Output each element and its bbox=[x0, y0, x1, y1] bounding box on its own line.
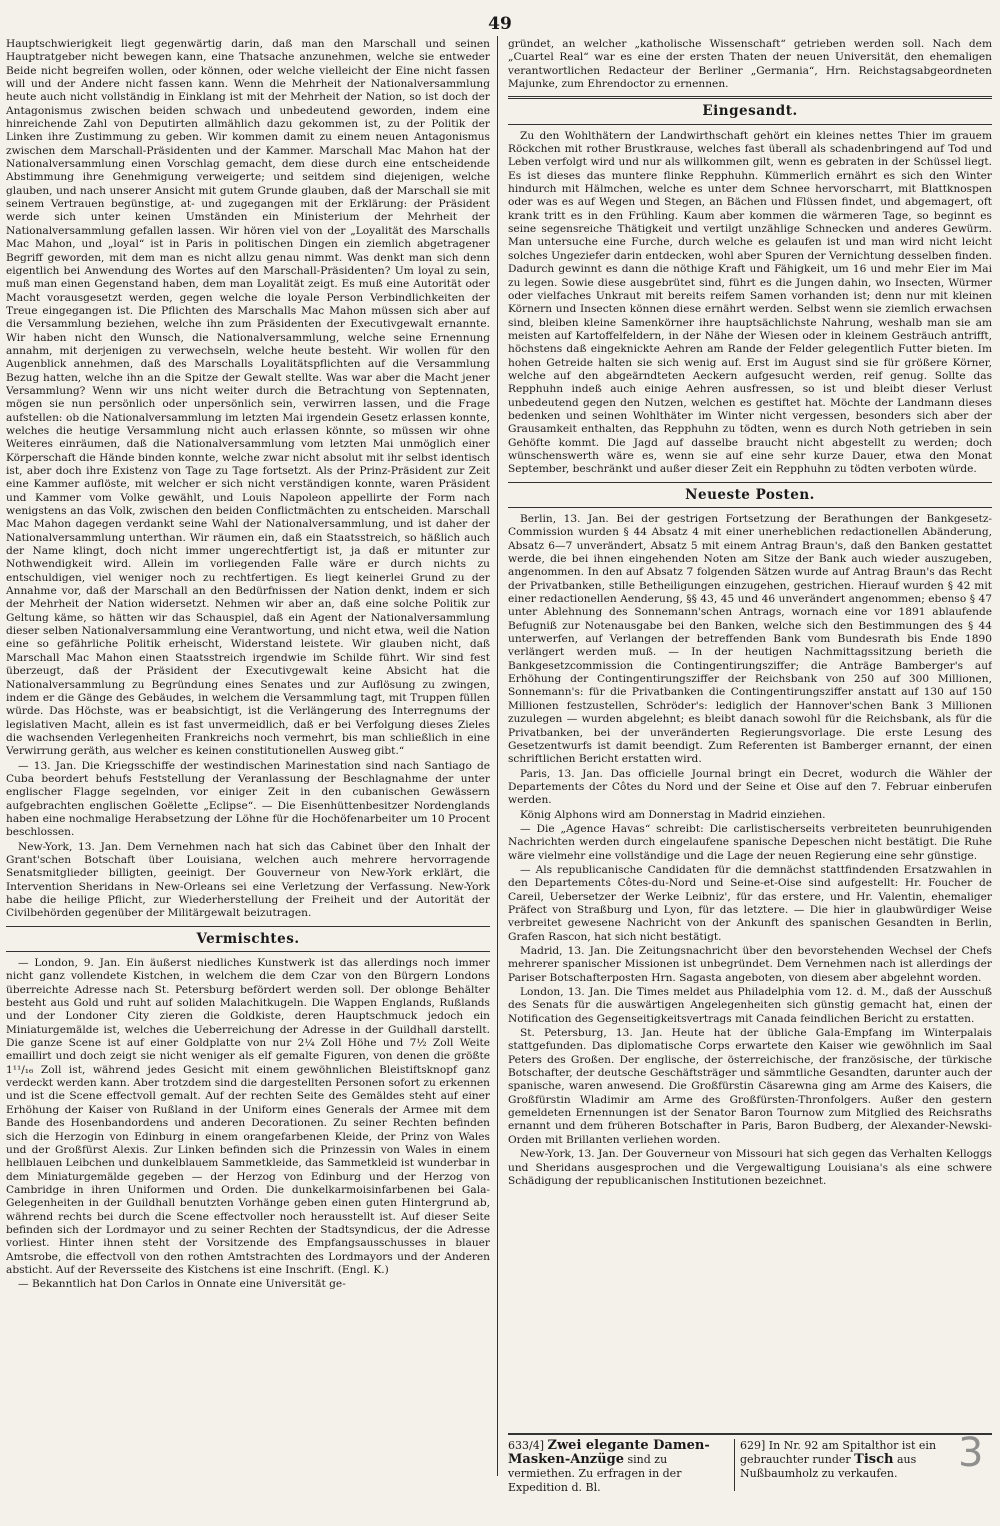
ad-divider bbox=[734, 1439, 735, 1491]
posten-item-agence-havas: — Die „Agence Havas“ schreibt: Die carlistischerseits verbreiteten beunruhigenden Nachrichten werden durch eingelaufene spanische Depeschen nicht bestätigt. Die Ruhe wäre vielmehr eine vollständige und die Lage der neuen Regierung eine sehr günstige. bbox=[508, 822, 992, 862]
posten-item-st-petersburg: St. Petersburg, 13. Jan. Heute hat der übliche Gala-Empfang im Winterpalais stattgefunden. Das diplomatische Corps erwartete den Kaiser wie gewöhnlich im Saal Peters des Großen. Der englische, der österreichische, der französische, der türkische Botschafter, der deutsche Geschäftsträger und sämmtliche Gesandten, darunter auch der spanische, waren anwesend. Die Großfürstin Cäsarewna ging am Arme des Kaisers, die Großfürstin Wladimir am Arme des Großfürsten-Thronfolgers. Außer den gestern gemeldeten Ernennungen ist der Senator Baron Tournow zum Mitglied des Reichsraths ernannt und dem früheren Botschafter in Paris, Baron Budberg, der Alexander-Newski-Orden mit Brillanten verliehen worden. bbox=[508, 1027, 992, 1146]
ad-masken-anzuege bbox=[508, 1439, 728, 1495]
handwritten-margin-mark: 3 bbox=[958, 1430, 984, 1476]
section-divider bbox=[508, 96, 992, 99]
ad-number: 629] bbox=[740, 1439, 766, 1452]
article-continuation: gründet, an welcher „katholische Wissenschaft“ getrieben werden soll. Nach dem „Cuartel Real“ war es eine der ersten Thaten der neuen Universität, den ehemaligen verantwortlichen Redacteur der Berliner „Germania“, Hrn. Reichstagsabgeordneten Majunke, zum Ehrendoctor zu ernennen. bbox=[508, 38, 992, 91]
section-divider bbox=[508, 507, 992, 508]
left-column bbox=[6, 38, 490, 1488]
section-divider bbox=[6, 926, 490, 927]
ad-number: 633/4] bbox=[508, 1439, 544, 1452]
vermischtes-item-don-carlos: — Bekanntlich hat Don Carlos in Onnate eine Universität ge- bbox=[18, 1278, 346, 1291]
ad-title: Zwei elegante Damen-Masken-Anzüge bbox=[508, 1438, 710, 1467]
vermischtes-item-london: — London, 9. Jan. Ein äußerst niedliches Kunstwerk ist das allerdings noch immer nicht ganz vollendete Kistchen, in welchem die dem Czar von den Bürgern Londons überreichte Adresse nach St. Petersburg befördert werden soll. Der oblonge Behälter besteht aus Gold und ruht auf soliden Malachitkugeln. Die Wappen Englands, Rußlands und der Londoner City zieren die Goldkiste, deren Hauptschmuck jedoch ein Miniaturgemälde ist, welches die Ueberreichung der Adresse in der Guildhall darstellt. Die ganze Scene ist auf einer Goldplatte von nur 2¼ Zoll Höhe und 7½ Zoll Weite emaillirt und doch zeigt sie nicht weniger als elf gemalte Figuren, von denen die größte 1¹¹/₁₆ Zoll ist, während jedes Gesicht mit einem gewöhnlichen Bleistiftsknopf ganz verdeckt werden kann. Aber trotzdem sind die dargestellten Personen sofort zu erkennen und ist die Scene effectvoll gemalt. Auf der rechten Seite des Gemäldes steht auf einer Erhöhung der Kaiser von Rußland in der Uniform eines Generals der Armee mit dem Bande des Hosenbandordens und anderen Decorationen. Zu seiner Rechten befinden sich die Herzogin von Edinburg in einem orangefarbenen Kleide, der Prinz von Wales und der Großfürst Alexis. Zur Linken befinden sich die Prinzessin von Wales in einem hellblauen Leibchen und dunkelblauem Sammetkleide, das Sammetkleid ist wunderbar in dem Miniaturgemälde gegeben — der Herzog von Edinburg und der Herzog von Cambridge in ihren Uniformen und Orden. Die dunkelkarmoisinfarbenen bei Gala-Gelegenheiten in der Guildhall benutzten Vorhänge geben einen guten Hintergrund ab, während rechts bei durch die Scene effectvoller noch herausstellt ist. Auf dieser Seite befinden sich der Lordmayor und zu seiner Rechten der Stadtsyndicus, der die Adresse vorliest. Hinter ihnen steht der Vorsitzende des Empfangsausschusses in blauer Amtsrobe, die effectvoll von den rothen Amtstrachten des Lordmayors und der Anderen absticht. Auf der Reversseite des Kistchens ist eine Inschrift. (Engl. K.) bbox=[6, 957, 490, 1276]
news-item-kriegsschiffe: — 13. Jan. Die Kriegsschiffe der westindischen Marinestation sind nach Santiago de Cuba beordert behufs Feststellung der Veranlassung der Beschlagnahme der unter englischer Flagge segelnden, vor einiger Zeit in den cubanischen Gewässern aufgebrachten englischen Goëlette „Eclipse“. — Die Eisenhüttenbesitzer Nordenglands haben eine nochmalige Herabsetzung der Löhne für die Hochöfenarbeiter um 10 Procent beschlossen. bbox=[6, 759, 490, 839]
posten-item-london: London, 13. Jan. Die Times meldet aus Philadelphia vom 12. d. M., daß der Ausschuß des Senats für die auswärtigen Angelegenheiten sich günstig gemacht hat, einen der Notification des Gegenseitigkeitsvertrags mit Canada feindlichen Bericht zu erstatten. bbox=[508, 986, 992, 1025]
ad-text: In Nr. 92 am Spitalthor ist ein gebrauchter runder bbox=[740, 1439, 937, 1466]
classified-ads bbox=[508, 1433, 992, 1497]
posten-item-paris: Paris, 13. Jan. Das officielle Journal bringt ein Decret, wodurch die Wähler der Departements der Côtes du Nord und der Seine et Oise auf den 7. Februar einberufen werden. bbox=[508, 767, 992, 807]
page-number: 49 bbox=[488, 14, 512, 34]
section-heading-vermischtes: Vermischtes. bbox=[196, 930, 300, 947]
column-rule bbox=[497, 36, 498, 1476]
section-heading-neueste-posten: Neueste Posten. bbox=[685, 486, 815, 503]
section-divider bbox=[508, 482, 992, 483]
posten-item-koenig-alphons: König Alphons wird am Donnerstag in Madrid einziehen. bbox=[520, 808, 826, 821]
posten-item-berlin: Berlin, 13. Jan. Bei der gestrigen Fortsetzung der Berathungen der Bankgesetz-Commission wurden § 44 Absatz 4 mit einer unerheblichen redactionellen Abänderung, Absatz 6—7 unverändert, Absatz 5 mit einem Antrag Braun's, daß den Banken gestattet werde, die bei ihnen eingehenden Noten am Sitze der Bank auch wieder auszugeben, angenommen. In den auf Absatz 7 folgenden Sätzen wurde auf Antrag Braun's das Recht der Privatbanken, stille Betheiligungen einzugehen, gestrichen. Hierauf wurden § 42 mit einer redactionellen Aenderung, §§ 43, 45 und 46 unverändert angenommen; ebenso § 47 unter Ablehnung des Sonnemann'schen Antrags, wornach eine vor 1891 ablaufende Befugniß zur Notenausgabe bei den Banken, welche sich den Bestimmungen des § 44 unterwerfen, auf Verlangen der betreffenden Bank vom Bundesrath bis Ende 1890 verlängert werden muß. — In der heutigen Nachmittagssitzung berieth die Bankgesetzcommission die Contingentirungsziffer; die Anträge Bamberger's auf Erhöhung der Contingentirungsziffer der Reichsbank von 250 auf 300 Millionen, Sonnemann's: für die Privatbanken die Contingentirungsziffer anstatt auf 130 auf 150 Millionen festzustellen, Schröder's: lediglich der Hannover'schen Bank 3 Millionen zuzulegen — wurden abgelehnt; es bleibt danach sowohl für die Reichsbank, als für die Privatbanken, bei der unveränderten Regierungsvorlage. Die erste Lesung des Gesetzentwurfs ist damit beendigt. Zum Referenten ist Bamberger ernannt, der einen schriftlichen Bericht erstatten wird. bbox=[508, 513, 992, 766]
ad-tisch bbox=[740, 1439, 970, 1481]
eingesandt-text: Zu den Wohlthätern der Landwirthschaft gehört ein kleines nettes Thier im grauem Röckchen mit rother Brustkrause, welches fast überall als schadenbringend auf Tod und Leben verfolgt wird und nur als willkommen gilt, wenn es gebraten in der Schüssel liegt. Es ist dieses das muntere flinke Repphuhn. Kümmerlich ernährt es sich den Winter hindurch mit Hälmchen, welche es unter dem Schnee hervorscharrt, mit Blattknospen oder was es auf Wegen und Stegen, an Bächen und Flüssen findet, und abgemagert, oft krank tritt es in den Frühling. Kaum aber kommen die wärmeren Tage, so beginnt es seine segensreiche Thätigkeit und vertilgt unzählige Schnecken und anderes Gewürm. Man untersuche eine Furche, durch welche es gelaufen ist und man wird nicht leicht solches Ungeziefer darin entdecken, wohl aber Spuren der Vernichtung desselben finden. Dadurch gewinnt es dann die nöthige Kraft und Fähigkeit, um 16 und mehr Eier im Mai zu legen. Sowie diese ausgebrütet sind, führt es die Jungen dahin, wo Insecten, Würmer oder vielfaches Unkraut mit bereits reifem Samen vorhanden ist; denn nur mit kleinen Körnern und Insecten können diese ernährt werden. Selbst wenn sie ziemlich erwachsen sind, bleiben kleine Samenkörner ihre hauptsächlichste Nahrung, weshalb man sie am meisten auf Kartoffelfeldern, in der Nähe der Wiesen oder in kleinem Gesträuch antrifft, höchstens daß eingeknickte Aehren am Rande der Felder gelegentlich Futter bieten. Im hohen Getreide halten sie sich wenig auf. Erst im August sind sie für größere Körner, welche auf den abgeärndteten Aeckern aufgesucht werden, reif genug. Sollte das Repphuhn indeß auch einige Aehren ausfressen, so ist und bleibt dieser Verlust unbedeutend gegen den Nutzen, welchen es gestiftet hat. Möchte der Landmann dieses bedenken und seinen Wohlthäter im Winter nicht vergessen, besonders sich aber der Grausamkeit enthalten, das Repphuhn zu tödten, wenn es durch Noth getrieben in sein Gehöfte kommt. Die Jagd auf dasselbe braucht nicht abgestellt zu werden; doch wünschenswerth wäre es, wenn sie auf eine sehr kurze Dauer, etwa den Monat September, beschränkt und außer dieser Zeit ein Repphuhn zu tödten verboten würde. bbox=[508, 129, 992, 476]
posten-item-candidaten: — Als republicanische Candidaten für die demnächst stattfindenden Ersatzwahlen in den Departements Côtes-du-Nord und Seine-et-Oise sind aufgestellt: Hr. Foucher de Careil, Uebersetzer der Werke Leibniz', für das erstere, und Hr. Valentin, ehemaliger Präfect von Straßburg und Lyon, für das letztere. — Die hier in glaubwürdiger Weise verbreitet gewesene Nachricht von der Ankunft des spanischen Gesandten in Berlin, Grafen Rascon, hat sich nicht bestätigt. bbox=[508, 863, 992, 943]
right-column bbox=[508, 38, 992, 1418]
section-divider bbox=[6, 951, 490, 952]
article-paragraph: Hauptschwierigkeit liegt gegenwärtig darin, daß man den Marschall und seinen Hauptratgeber nicht bewegen kann, eine Thatsache anzunehmen, welche sie entweder Beide nicht begreifen wollen, oder können, oder welche vielleicht der Eine nicht fassen will und der Andere nicht fassen kann. Wenn die Mehrheit der Nationalversammlung heute auch nicht vollständig in Einklang ist mit der Mehrheit der Nation, so ist doch der Antagonismus zwischen beiden schwach und unbedeutend geworden, indem eine hinreichende Zahl von Deputirten allmählich dazu gekommen ist, zu der Politik der Linken ihre Zustimmung zu geben. Wir kommen damit zu einem neuen Antagonismus zwischen dem Marschall-Präsidenten und der Kammer. Marschall Mac Mahon hat der Nationalversammlung einen Vorschlag gemacht, dem diese durch eine entscheidende Abstimmung ihre Genehmigung verweigerte; und seitdem sind diejenigen, welche glauben, und nach unserer Ansicht mit gutem Grunde glauben, daß der Marschall sie mit seinem Vertrauen begünstige, at- und zugegangen mit der Erklärung: der Präsident werde sich unter keinen Umständen ein Ministerium der Mehrheit der Nationalversammlung gefallen lassen. Wir hören viel von der „Loyalität des Marschalls Mac Mahon, und „loyal“ ist in Paris in politischen Dingen ein ziemlich abgetragener Begriff geworden, mit dem man es nicht allzu genau nimmt. Was denkt man sich denn eigentlich bei Anwendung des Wortes auf den Marschall-Präsidenten? Um loyal zu sein, muß man einen Gegenstand haben, dem man Loyalität zeigt. Es muß eine Autorität oder Macht vorausgesetzt werden, gegen welche die loyale Person Verbindlichkeiten der Treue eingegangen ist. Die Pflichten des Marschalls Mac Mahon müssen sich aber auf die Versammlung beziehen, welche ihn zum Präsidenten der Executivgewalt ernannte. Wir haben nicht den Wunsch, die Nationalversammlung, welche seine Ernennung annahm, mit derjenigen zu verwechseln, welche heute besteht. Wir wollen für den Augenblick annehmen, daß des Marschalls Loyalitätspflichten auf die Versammlung Bezug hatten, welche ihn an die Spitze der Gewalt stellte. Was war aber die Macht jener Versammlung? Wenn wir uns nicht weiter durch die Betrachtung von Septennaten, mögen sie nun persönlich oder unpersönlich sein, verwirren lassen, und die Frage aufstellen: ob die Nationalversammlung im letzten Mai irgendein Gesetz erlassen konnte, welches die heutige Versammlung nicht auch erlassen könnte, so müssen wir ohne Weiteres einräumen, daß die Nationalversammlung vom letzten Mai unmöglich einer Körperschaft die Hände binden konnte, welche zwar nicht absolut mit ihr selbst identisch ist, aber doch ihre Existenz von Tage zu Tage fortsetzt. Als der Prinz-Präsident zur Zeit eine Kammer auflöste, mit welcher er sich nicht verständigen konnte, waren Präsident und Kammer vom Volke gewählt, und Louis Napoleon appellirte der Form nach wenigstens an das Volk, zwischen den beiden Conflictmächten zu entscheiden. Marschall Mac Mahon dagegen verdankt seine Wahl der Nationalversammlung, und ist daher der Nationalversammlung unterthan. Wir räumen ein, daß ein Staatsstreich, so häßlich auch der Name klingt, doch nicht immer ungerechtfertigt ist, ja daß er mitunter zur Nothwendigkeit wird. Allein im vorliegenden Falle wäre er durch nichts zu entschuldigen, viel weniger noch zu rechtfertigen. Es liegt keinerlei Grund zu der Annahme vor, daß der Marschall an den Bedürfnissen der Nation denkt, indem er sich der Mehrheit der Nation widersetzt. Nehmen wir aber an, daß eine solche Politik zur Geltung käme, so hätten wir das Schauspiel, daß ein Agent der Nationalversammlung dieser selben Nationalversammlung eine Verantwortung, und nicht etwa, weil die Nation eine so gefährliche Politik erheischt, Widerstand leistete. Wir glauben nicht, daß Marschall Mac Mahon einen Staatsstreich irgendwie im Schilde führt. Wir sind fest überzeugt, daß der Präsident der Executivgewalt keine Absicht hat die Nationalversammlung zu Begründung eines Senates und zur Auflösung zu zwingen, indem er die Gänge des Gebäudes, in welchem die Versammlung tagt, mit Truppen füllen würde. Das Höchste, was er beabsichtigt, ist die Verlängerung des Interregnums der legislativen Macht, allein es ist fast unvermeidlich, daß er bei Verfolgung dieses Zieles die wachsenden Verlegenheiten Frankreichs noch vermehrt, bis man schließlich in eine Verwirrung geräth, aus welcher es keinen constitutionellen Ausweg gibt.“ bbox=[6, 38, 490, 758]
ad-text-end: aus Nußbaumholz zu verkaufen. bbox=[740, 1453, 917, 1480]
section-heading-eingesandt: Eingesandt. bbox=[702, 103, 798, 120]
news-item-new-york: New-York, 13. Jan. Dem Vernehmen nach hat sich das Cabinet über den Inhalt der Grant'schen Botschaft über Louisiana, welchen auch mehrere hervorragende Senatsmitglieder billigten, geeinigt. Der Gouverneur von New-York erklärt, die Intervention Sheridans in New-Orleans sei eine Verletzung der Verfassung. New-York habe die heilige Pflicht, zur Wiederherstellung der Freiheit und der Autorität der Civilbehörden gegenüber der Militärgewalt beizutragen. bbox=[6, 840, 490, 920]
ad-bold-word: Tisch bbox=[854, 1452, 894, 1467]
posten-item-madrid: Madrid, 13. Jan. Die Zeitungsnachricht über den bevorstehenden Wechsel der Chefs mehrerer spanischer Missionen ist unbegründet. Dem Vernehmen nach ist allerdings der Pariser Botschafterposten Hrn. Sagasta angeboten, von diesem aber abgelehnt worden. bbox=[508, 945, 992, 984]
ad-text: sind zu vermiethen. Zu erfragen in der Expedition d. Bl. bbox=[508, 1453, 682, 1494]
section-divider bbox=[508, 124, 992, 125]
posten-item-new-york: New-York, 13. Jan. Der Gouverneur von Missouri hat sich gegen das Verhalten Kelloggs und Sheridans ausgesprochen und die Vergewaltigung Louisiana's als eine schwere Schädigung der republicanischen Institutionen bezeichnet. bbox=[508, 1148, 992, 1187]
